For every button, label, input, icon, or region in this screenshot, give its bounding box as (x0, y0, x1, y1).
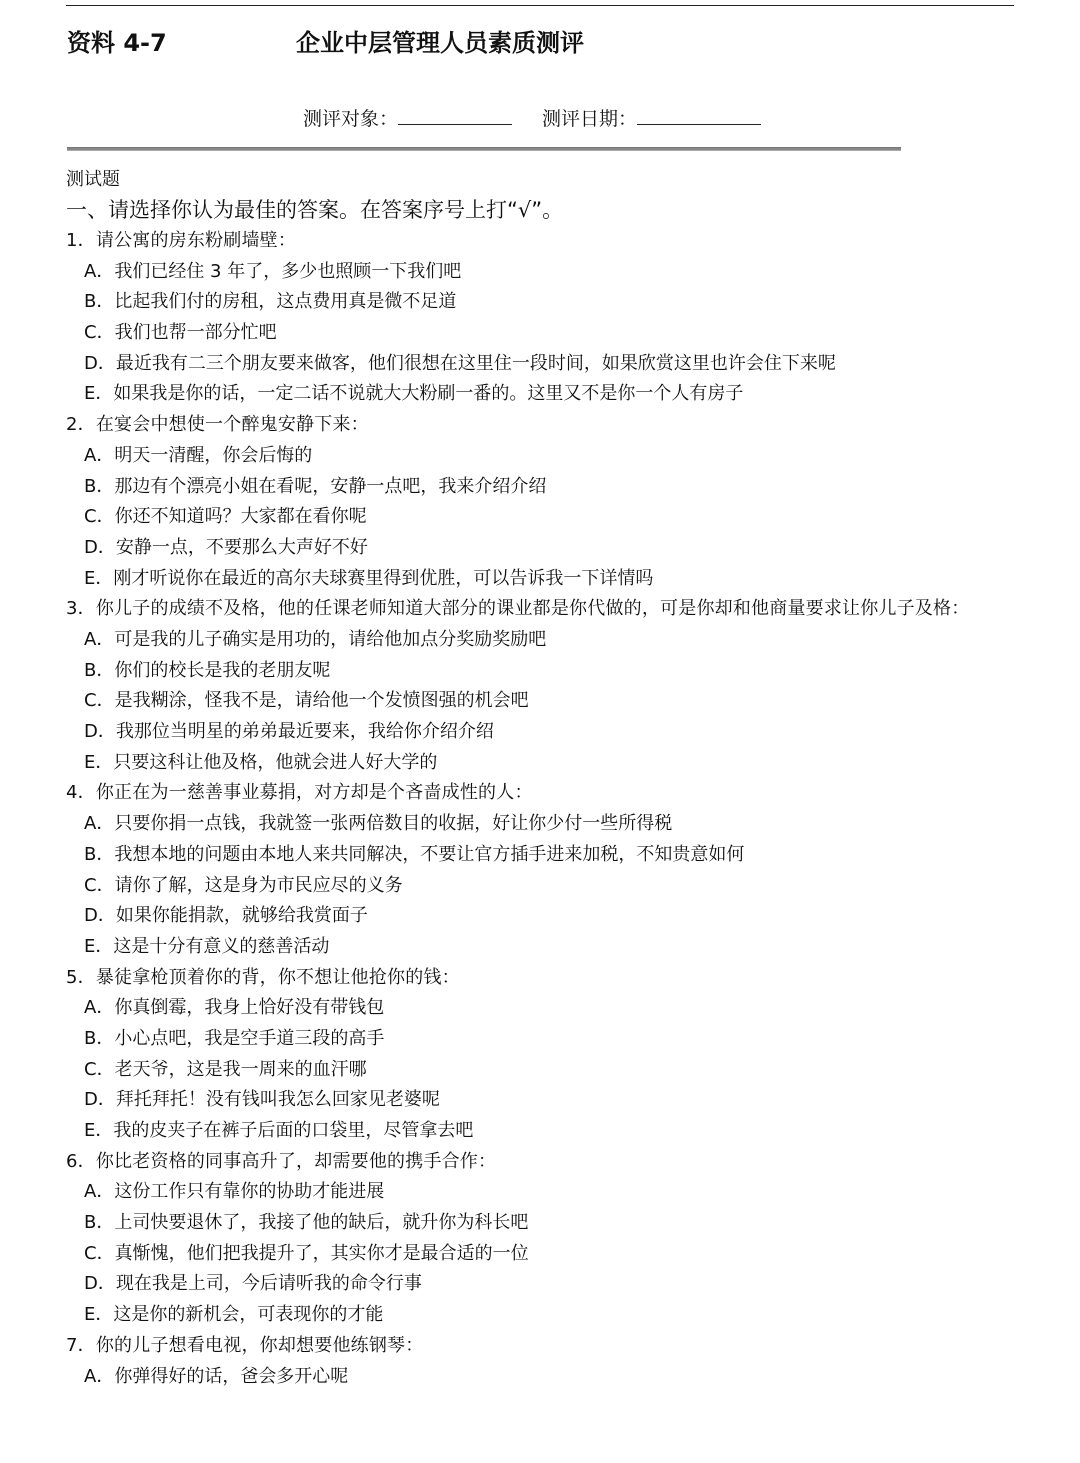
question-2-option-d[interactable]: D．安静一点，不要那么大声好不好 (84, 536, 368, 558)
section-instruction: 一、请选择你认为最佳的答案。在答案序号上打“√”。 (66, 198, 564, 222)
question-7-option-a[interactable]: A．你弹得好的话，爸会多开心呢 (84, 1365, 349, 1387)
question-4-option-d[interactable]: D．如果你能捐款，就够给我赏面子 (84, 905, 368, 927)
question-text: 2．在宴会中想使一个醉鬼安静下来： (66, 414, 369, 436)
document-title: 企业中层管理人员素质测评 (296, 29, 584, 57)
question-1-option-a[interactable]: A．我们已经住 3 年了，多少也照顾一下我们吧 (84, 260, 462, 282)
question-2-option-a[interactable]: A．明天一清醒，你会后悔的 (84, 444, 313, 466)
question-text: 1．请公寓的房东粉刷墙壁： (66, 230, 297, 251)
date-label: 测评日期： (542, 108, 638, 130)
question-4-option-c[interactable]: C．请你了解，这是身为市民应尽的义务 (84, 874, 403, 896)
question-6-option-b[interactable]: B．上司快要退休了，我接了他的缺后，就升你为科长吧 (84, 1212, 529, 1234)
question-block-2 (66, 410, 1016, 594)
subject-blank-field[interactable] (398, 104, 512, 125)
document-label: 资料 4-7 (67, 29, 167, 57)
question-1-option-c[interactable]: C．我们也帮一部分忙吧 (84, 322, 277, 344)
question-5-option-d[interactable]: D．拜托拜托！没有钱叫我怎么回家见老婆呢 (84, 1089, 440, 1111)
question-2-option-c[interactable]: C．你还不知道吗？大家都在看你呢 (84, 506, 367, 528)
top-rule (66, 5, 1014, 6)
question-block-5 (66, 963, 1016, 1147)
question-4-option-a[interactable]: A．只要你捐一点钱，我就签一张两倍数目的收据，好让你少付一些所得税 (84, 813, 673, 835)
test-content (66, 164, 1016, 1392)
question-text: 6．你比老资格的同事高升了，却需要他的携手合作： (66, 1150, 497, 1172)
question-block-7 (66, 1331, 1016, 1392)
question-3-option-a[interactable]: A．可是我的儿子确实是用功的，请给他加点分奖励奖励吧 (84, 628, 547, 650)
question-text: 7．你的儿子想看电视，你却想要他练钢琴： (66, 1334, 424, 1356)
question-3-option-b[interactable]: B．你们的校长是我的老朋友呢 (84, 659, 331, 681)
question-block-1 (66, 226, 1016, 410)
question-6-option-e[interactable]: E．这是你的新机会，可表现你的才能 (84, 1304, 384, 1326)
question-5-option-b[interactable]: B．小心点吧，我是空手道三段的高手 (84, 1027, 385, 1049)
question-1-option-e[interactable]: E．如果我是你的话，一定二话不说就大大粉刷一番的。这里又不是你一个人有房子 (84, 383, 744, 405)
question-6-option-d[interactable]: D．现在我是上司，今后请听我的命令行事 (84, 1273, 422, 1295)
question-6-option-a[interactable]: A．这份工作只有靠你的协助才能进展 (84, 1181, 385, 1203)
question-3-option-c[interactable]: C．是我糊涂，怪我不是，请给他一个发愤图强的机会吧 (84, 690, 529, 712)
question-block-3 (66, 594, 1016, 778)
question-4-option-b[interactable]: B．我想本地的问题由本地人来共同解决，不要让官方插手进来加税，不知贵意如何 (84, 843, 745, 865)
header-rule (67, 147, 901, 151)
question-3-option-e[interactable]: E．只要这科让他及格，他就会进人好大学的 (84, 751, 438, 773)
question-text: 4．你正在为一慈善事业募捐，对方却是个吝啬成性的人： (66, 782, 533, 804)
question-4-option-e[interactable]: E．这是十分有意义的慈善活动 (84, 935, 330, 957)
meta-row (303, 104, 761, 134)
question-5-option-c[interactable]: C．老天爷，这是我一周来的血汗哪 (84, 1058, 367, 1080)
question-1-option-d[interactable]: D．最近我有二三个朋友要来做客，他们很想在这里住一段时间，如果欣赏这里也许会住下来呢 (84, 352, 836, 374)
question-text: 5．暴徒拿枪顶着你的背，你不想让他抢你的钱： (66, 966, 460, 988)
question-5-option-e[interactable]: E．我的皮夹子在裤子后面的口袋里，尽管拿去吧 (84, 1120, 474, 1142)
date-blank-field[interactable] (637, 104, 761, 125)
question-text: 3．你儿子的成绩不及格，他的任课老师知道大部分的课业都是你代做的，可是你却和他商量要求让你儿子及格： (66, 598, 970, 620)
question-3-option-d[interactable]: D．我那位当明星的弟弟最近要来，我给你介绍介绍 (84, 721, 494, 743)
subject-label: 测评对象： (303, 108, 399, 130)
question-2-option-b[interactable]: B．那边有个漂亮小姐在看呢，安静一点吧，我来介绍介绍 (84, 475, 547, 497)
question-1-option-b[interactable]: B．比起我们付的房租，这点费用真是微不足道 (84, 291, 457, 313)
question-block-4 (66, 778, 1016, 962)
question-block-6 (66, 1147, 1016, 1331)
question-5-option-a[interactable]: A．你真倒霉，我身上恰好没有带钱包 (84, 997, 385, 1019)
question-2-option-e[interactable]: E．刚才听说你在最近的高尔夫球赛里得到优胜，可以告诉我一下详情吗 (84, 567, 654, 589)
section-label: 测试题 (66, 169, 120, 190)
question-6-option-c[interactable]: C．真惭愧，他们把我提升了，其实你才是最合适的一位 (84, 1242, 529, 1264)
